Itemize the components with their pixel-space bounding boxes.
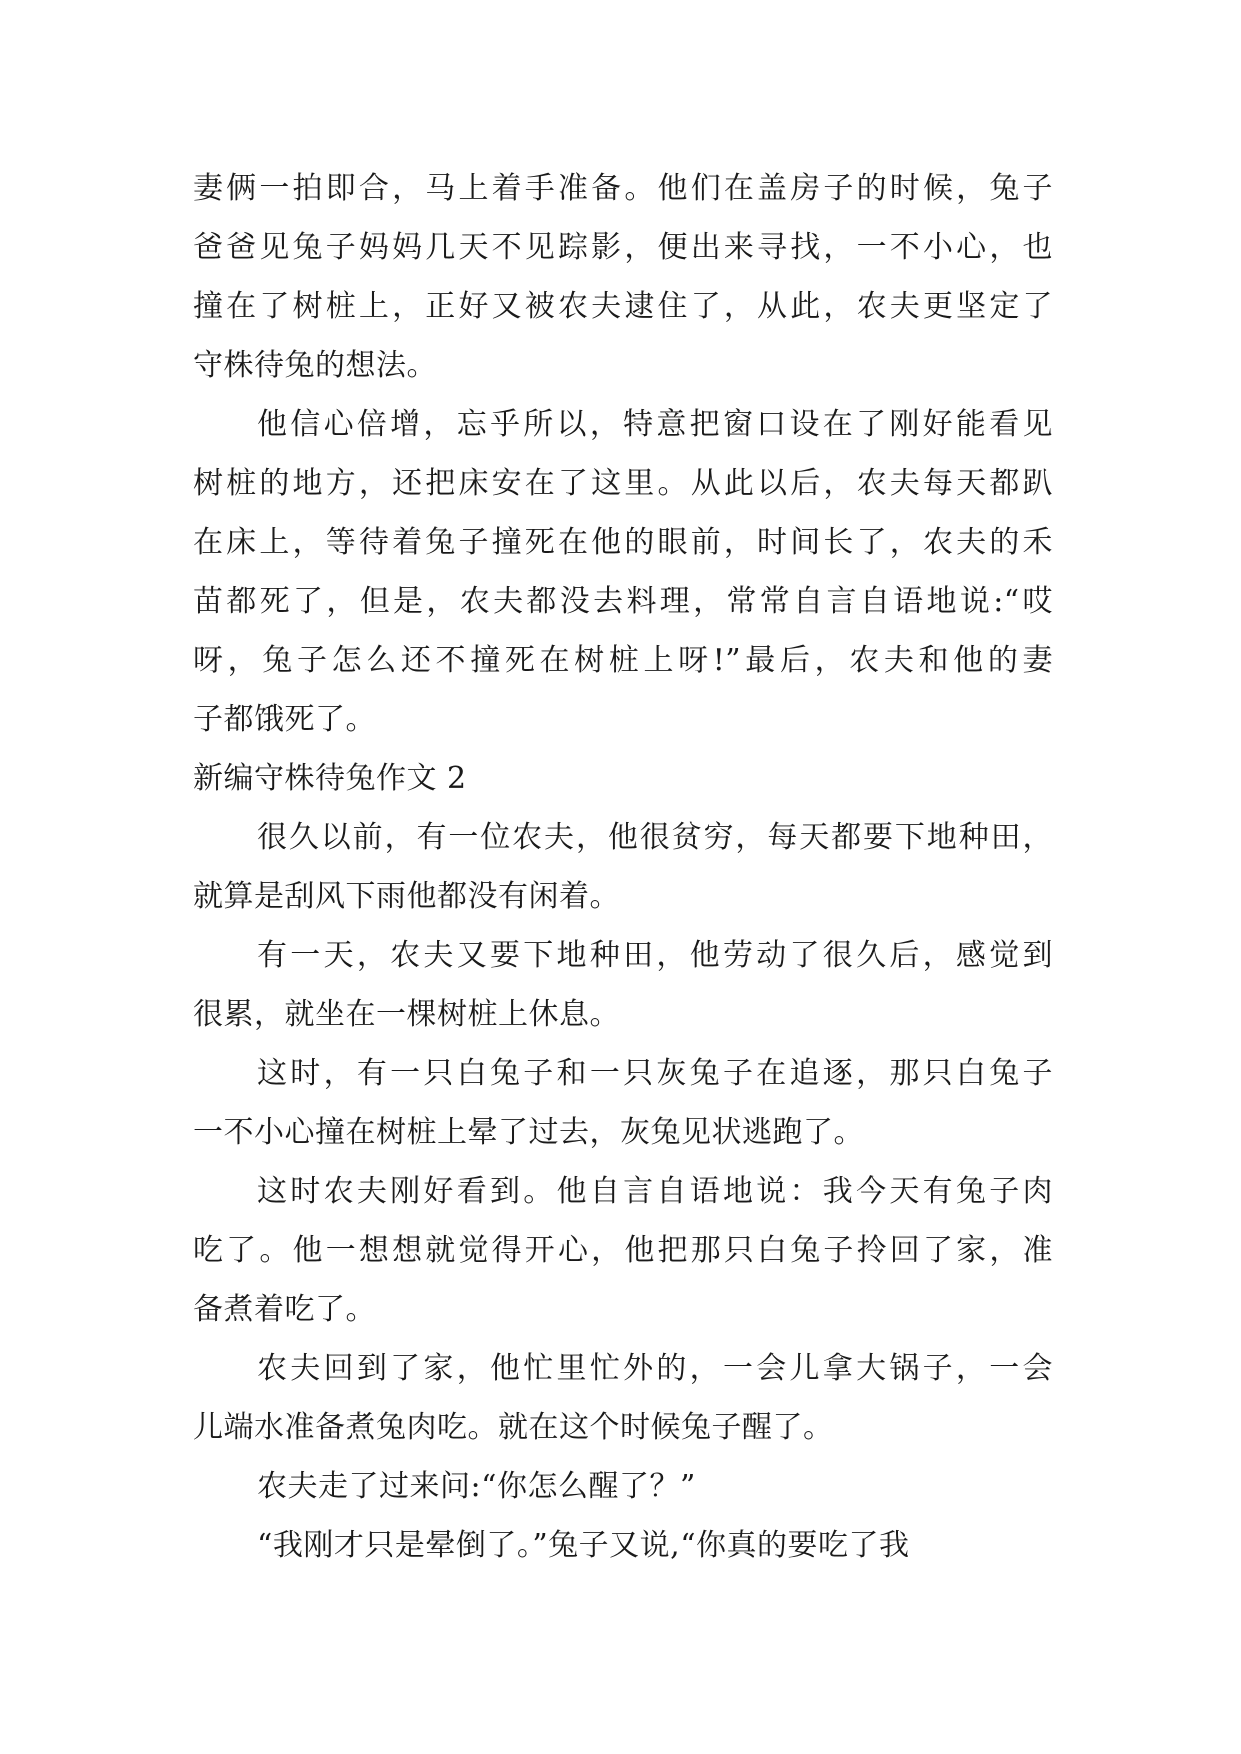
paragraph [193, 1044, 1053, 1162]
text-line: 农夫走了过来问:“你怎么醒了？” [257, 1469, 696, 1504]
text-line: 树桩的地方，还把床安在了这里。从此以后，农夫每天都趴 [193, 466, 1053, 501]
paragraph [193, 1516, 1053, 1575]
paragraph [193, 1339, 1053, 1457]
text-line: 一不小心撞在树桩上晕了过去，灰兔见状逃跑了。 [193, 1115, 864, 1150]
text-line: 就算是刮风下雨他都没有闲着。 [193, 879, 620, 914]
text-line: 妻俩一拍即合，马上着手准备。他们在盖房子的时候，兔子 [193, 171, 1053, 206]
text-line: 儿端水准备煮兔肉吃。就在这个时候兔子醒了。 [193, 1410, 834, 1445]
text-line: 很累，就坐在一棵树桩上休息。 [193, 997, 620, 1032]
text-line: 爸爸见兔子妈妈几天不见踪影，便出来寻找，一不小心，也 [193, 230, 1053, 265]
paragraph [193, 395, 1053, 749]
text-line: 新编守株待兔作文 2 [193, 761, 467, 796]
text-line: 在床上，等待着兔子撞死在他的眼前，时间长了，农夫的禾 [193, 525, 1053, 560]
text-line: “我刚才只是晕倒了。”兔子又说,“你真的要吃了我 [257, 1528, 910, 1563]
text-line: 有一天，农夫又要下地种田，他劳动了很久后，感觉到 [257, 938, 1053, 973]
text-line: 这时，有一只白兔子和一只灰兔子在追逐，那只白兔子 [257, 1056, 1053, 1091]
text-line: 很久以前，有一位农夫，他很贫穷，每天都要下地种田， [257, 820, 1053, 855]
text-line: 呀，兔子怎么还不撞死在树桩上呀!”最后，农夫和他的妻 [193, 643, 1053, 678]
section-heading [193, 749, 1053, 808]
text-line: 苗都死了，但是，农夫都没去料理，常常自言自语地说:“哎 [193, 584, 1053, 619]
paragraph [193, 1457, 1053, 1516]
paragraph [193, 808, 1053, 926]
text-line: 备煮着吃了。 [193, 1292, 376, 1327]
paragraph [193, 159, 1053, 395]
paragraph [193, 926, 1053, 1044]
paragraph [193, 1162, 1053, 1339]
text-line: 这时农夫刚好看到。他自言自语地说：我今天有兔子肉 [257, 1174, 1053, 1209]
text-line: 农夫回到了家，他忙里忙外的，一会儿拿大锅子，一会 [257, 1351, 1053, 1386]
text-line: 守株待兔的想法。 [193, 348, 437, 383]
text-line: 撞在了树桩上，正好又被农夫逮住了，从此，农夫更坚定了 [193, 289, 1053, 324]
text-line: 他信心倍增，忘乎所以，特意把窗口设在了刚好能看见 [257, 407, 1053, 442]
text-line: 子都饿死了。 [193, 702, 376, 737]
document-body [193, 159, 1053, 1575]
text-line: 吃了。他一想想就觉得开心，他把那只白兔子拎回了家，准 [193, 1233, 1053, 1268]
